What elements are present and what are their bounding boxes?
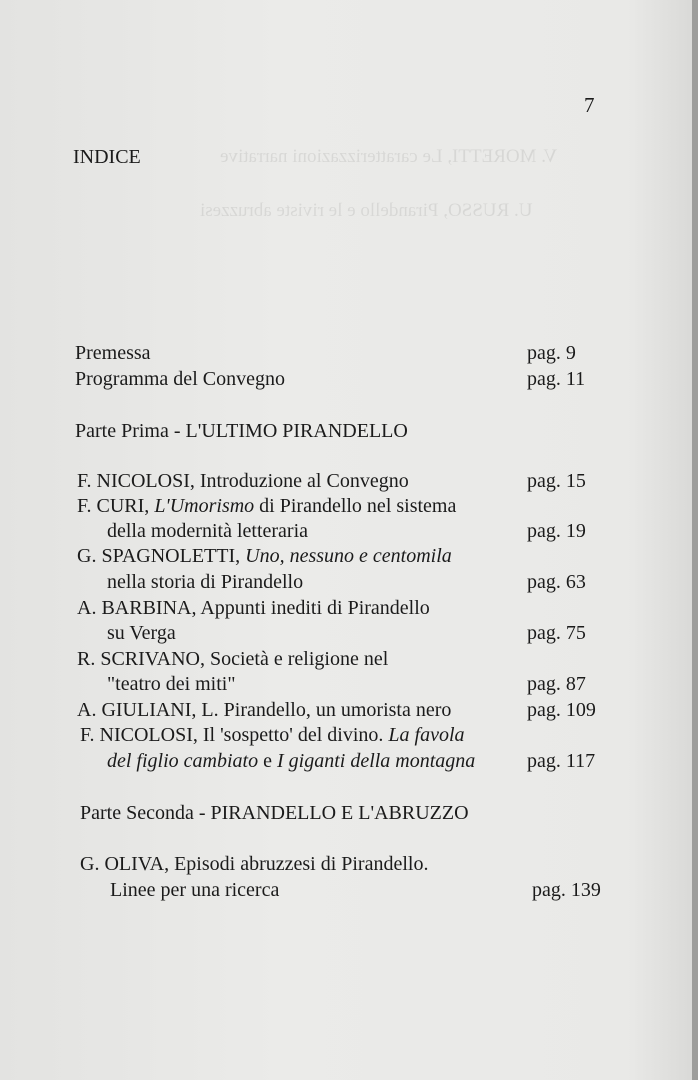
page-ref-text: pag. 9 bbox=[527, 342, 576, 364]
entry-premessa: Premessa bbox=[75, 342, 151, 364]
page-ref bbox=[527, 368, 585, 391]
page-ref-text: pag. 139 bbox=[532, 879, 601, 901]
entry-title-italic: I giganti della montagna bbox=[276, 750, 476, 772]
entry-line bbox=[80, 853, 428, 876]
show-through-text: U. RUSSO, Pirandello e le riviste abruzzesi bbox=[200, 200, 533, 221]
entry-title: Il 'sospetto' del divino. bbox=[202, 724, 384, 746]
entry-line bbox=[77, 470, 409, 493]
entry-author: F. CURI, bbox=[77, 495, 150, 517]
entry-author: A. BARBINA, bbox=[77, 597, 197, 619]
page-ref bbox=[527, 470, 586, 493]
show-through-text: V. MORETTI, Le caratterizzazioni narrative bbox=[220, 146, 558, 167]
entry-line2 bbox=[107, 750, 475, 773]
page-ref bbox=[527, 699, 596, 722]
page-ref bbox=[527, 673, 586, 696]
entry-title-italic: del figlio cambiato bbox=[107, 750, 259, 772]
entry-line bbox=[77, 495, 456, 518]
page-ref-text: pag. 63 bbox=[527, 571, 586, 593]
page-ref-text: pag. 15 bbox=[527, 470, 586, 492]
entry-author: F. NICOLOSI, bbox=[80, 724, 198, 746]
entry-title: Episodi abruzzesi di Pirandello. bbox=[174, 853, 429, 875]
entry-line2: Linee per una ricerca bbox=[110, 879, 280, 901]
entry-title: di Pirandello nel sistema bbox=[259, 495, 457, 517]
entry-title-italic: L'Umorismo bbox=[154, 495, 255, 517]
entry-author: F. NICOLOSI, bbox=[77, 470, 195, 492]
entry-line bbox=[77, 545, 452, 568]
entry-title: Società e religione nel bbox=[210, 648, 389, 670]
entry-author: G. OLIVA, bbox=[80, 853, 170, 875]
page-ref bbox=[527, 622, 586, 645]
page-ref-text: pag. 19 bbox=[527, 520, 586, 542]
section-heading-part1: Parte Prima - L'ULTIMO PIRANDELLO bbox=[75, 420, 408, 442]
entry-line2: nella storia di Pirandello bbox=[107, 571, 304, 593]
entry-line bbox=[77, 648, 388, 671]
page-ref bbox=[527, 571, 586, 594]
entry-line bbox=[77, 597, 430, 620]
page-ref-text: pag. 117 bbox=[527, 750, 596, 772]
page-ref-text: pag. 11 bbox=[527, 368, 586, 390]
section-heading-part2: Parte Seconda - PIRANDELLO E L'ABRUZZO bbox=[80, 802, 469, 824]
page-edge bbox=[692, 0, 698, 1080]
page-ref bbox=[527, 750, 595, 773]
page-ref-text: pag. 87 bbox=[527, 673, 586, 695]
page-ref-text: pag. 109 bbox=[527, 699, 596, 721]
entry-line bbox=[80, 724, 465, 747]
page-ref bbox=[527, 520, 586, 543]
entry-author: A. GIULIANI, bbox=[77, 699, 197, 721]
entry-title: Introduzione al Convegno bbox=[199, 470, 409, 492]
page-number: 7 bbox=[584, 93, 595, 117]
entry-programma: Programma del Convegno bbox=[75, 368, 285, 390]
index-title: INDICE bbox=[73, 146, 141, 168]
entry-title-italic: La favola bbox=[388, 724, 465, 746]
page-ref bbox=[532, 879, 601, 902]
entry-title: L. Pirandello, un umorista nero bbox=[201, 699, 452, 721]
entry-author: R. SCRIVANO, bbox=[77, 648, 205, 670]
entry-line2: "teatro dei miti" bbox=[107, 673, 236, 695]
entry-title-italic: Uno, nessuno e centomila bbox=[245, 545, 452, 567]
entry-title: Appunti inediti di Pirandello bbox=[200, 597, 430, 619]
entry-conjunction: e bbox=[263, 750, 272, 772]
entry-line bbox=[77, 699, 451, 722]
page-ref bbox=[527, 342, 576, 365]
page-ref-text: pag. 75 bbox=[527, 622, 586, 644]
entry-line2: su Verga bbox=[107, 622, 176, 644]
entry-author: G. SPAGNOLETTI, bbox=[77, 545, 241, 567]
entry-line2: della modernità letteraria bbox=[107, 520, 309, 542]
